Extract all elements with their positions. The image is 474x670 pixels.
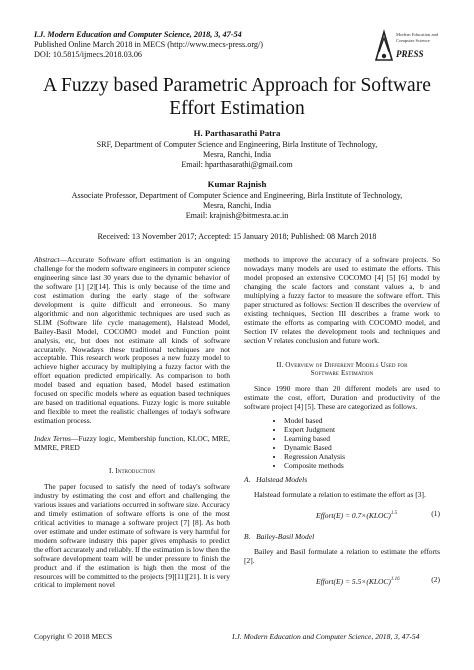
section-2-text: Since 1990 more than 20 different models are used to estimate the cost, effort, Duration and productivity of the software project [4] [5]. These are categorized as follows. — [244, 384, 440, 412]
logo-press: PRESS — [396, 49, 424, 59]
index-terms-text: —Fuzzy logic, Membership function, KLOC, MRE, MMRE, PRED — [34, 434, 230, 453]
model-category-list — [244, 417, 440, 471]
journal-footer: I.J. Modern Education and Computer Science, 2018, 3, 47-54 — [232, 632, 420, 641]
author-1-location: Mesra, Ranchi, India — [203, 150, 271, 159]
index-terms-label: Index Terms — [34, 434, 71, 444]
left-column — [34, 256, 230, 590]
subsection-b-heading: B. Bailey-Basil Model — [244, 531, 315, 541]
abstract-label: Abstract — [34, 255, 60, 264]
equation-2 — [244, 573, 440, 589]
equation-1-number: (1) — [431, 508, 440, 518]
list-item: • Composite methods — [284, 462, 440, 471]
equation-2-exponent: 1.16 — [390, 576, 400, 582]
equation-1-exponent: 1.5 — [390, 510, 398, 516]
section-2-heading-line-2: Software Estimation — [310, 369, 374, 378]
list-item: • Learning based — [284, 435, 440, 444]
paper-title: A Fuzzy based Parametric Approach for Software Effort Estimation — [43, 75, 431, 119]
abstract — [34, 256, 230, 426]
received-dates: Received: 13 November 2017; Accepted: 15 January 2018; Published: 08 March 2018 — [97, 232, 377, 241]
mecs-logo — [372, 26, 442, 72]
copyright-footer: Copyright © 2018 MECS — [34, 632, 113, 641]
logo-text: Modern Education and Computer Science — [396, 32, 439, 43]
section-1-heading: I. Introduction — [109, 467, 155, 476]
subsection-b-text: Bailey and Basil formulate a relation to estimate the efforts [2]. — [244, 546, 440, 565]
subsection-a-heading: A. Halstead Models — [244, 475, 308, 485]
mecs-logo-mark-icon — [372, 26, 396, 66]
equation-2-lhs: Effort(E) = 5.5×(KLOC) — [316, 576, 391, 586]
right-column — [244, 256, 440, 593]
author-2-location: Mesra, Ranchi, India — [203, 201, 271, 210]
abstract-text: —Accurate Software effort estimation is an ongoing challenge for the modern software engineers in computer science engineering since last 30 years due to the dynamic behavior of the software [1] [2][14]. This is only because of the time and cost estimation during the early stage of the software development is quite difficult and erroneous. So many algorithmic and non algorithmic techniques are used such as SLIM (Software life cycle management), Halstead Model, Bailey-Basil Model, COCOMO model and Function point analysis, etc, but does not estimate all kinds of software accurately. Nowadays these traditional techniques are not acceptable. This research work proposes a new fuzzy model to achieve higher accuracy by multiplying a fuzzy factor with the effort equation predicted empirically. As comparison to both model based and equation based, Model based estimation focused on specific models where as equation based techniques are based on traditional equations. Fuzzy logic is more suitable and flexible to meet the realistic challenges of today's software estimation process. — [34, 255, 230, 426]
equation-2-number: (2) — [431, 574, 440, 584]
author-2-email: Email: krajnish@bitmesra.ac.in — [185, 211, 289, 220]
section-1-text: The paper focused to satisfy the need of today's software industry by estimating the cost and effort and challenging the various issues and variations occurred in software size. Accuracy and timely estimation of software efforts is one of the most critical activities to manage a software project [7] [8]. As both over estimate and under estimate of software is very harmful for modern software industry this paper gives emphasis to predict the effort accurately and reliably. If the estimation is low then the software development team will be under pressure to finish the product and if the estimation is high then the most of the resources will be committed to the projects [9][11][21]. It is very critical to implement novel — [34, 481, 230, 590]
author-1-email: Email: hparthasarathi@gmail.com — [181, 160, 293, 169]
author-2-affiliation: Associate Professor, Department of Computer Science and Engineering, Birla Institute of Technology, — [71, 191, 403, 200]
subsection-a-text: Halstead formulate a relation to estimate the effort as [3]. — [254, 489, 426, 499]
section-2-heading-line-1: II. Overview of Different Models Used for — [276, 360, 408, 369]
published-line: Published Online March 2018 in MECS (http://www.mecs-press.org/) — [34, 40, 264, 49]
doi-line: DOI: 10.5815/ijmecs.2018.03.06 — [34, 50, 143, 59]
journal-header: I.J. Modern Education and Computer Science, 2018, 3, 47-54 — [34, 30, 242, 39]
author-1-affiliation: SRF, Department of Computer Science and Engineering, Birla Institute of Technology, — [96, 140, 378, 149]
list-item: • Expert Judgment — [284, 426, 440, 435]
equation-1-body — [316, 510, 397, 521]
equation-1 — [244, 507, 440, 523]
equation-2-body — [316, 576, 400, 587]
list-item: • Regression Analysis — [284, 453, 440, 462]
index-terms — [34, 435, 230, 453]
intro-continued: methods to improve the accuracy of a software projects. So nowadays many models are used to estimate the efforts. This model proposed an extensive COCOMO [4] [5] [6] model by changing the scale factors and constant values a, b and multiplying a fuzzy factor to measure the software effort. This paper structured as follows: Section II describes the overview of existing techniques, Section III describes a frame work to estimate the efforts as comparing with COCOMO model, and Section IV relates the development tools and techniques and section V relates conclusion and future work. — [244, 255, 440, 345]
list-item: • Model based — [284, 417, 440, 426]
author-1-name: H. Parthasarathi Patra — [193, 128, 281, 138]
list-item: • Dynamic Based — [284, 444, 440, 453]
author-2-name: Kumar Rajnish — [207, 179, 267, 189]
equation-1-lhs: Effort(E) = 0.7×(KLOC) — [316, 510, 391, 520]
